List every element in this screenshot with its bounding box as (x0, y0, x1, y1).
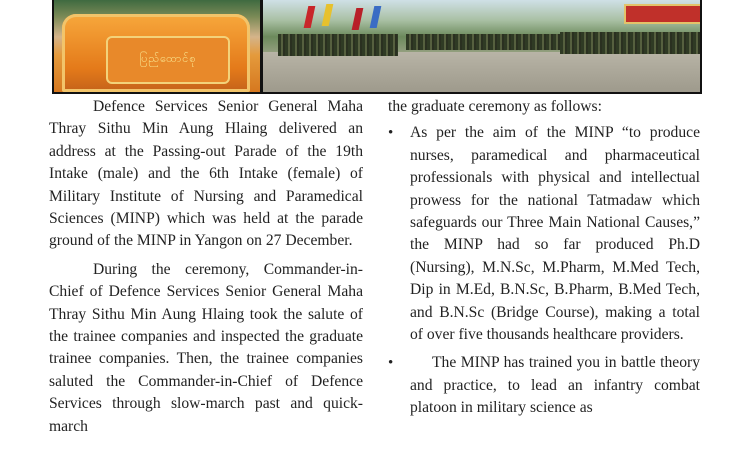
podium-inscription: ပြည်ထောင်စု (139, 52, 197, 65)
list-item-text: As per the aim of the MINP “to produce nurses, paramedical and pharmaceutical professionals with physical and intellectual prowess for the national Tatmadaw which safeguards our Three Main National Causes,” the MINP had so far produced Ph.D (Nursing), M.N.Sc, M.Pharm, M.Med Tech, Dip in M.Ed, B.N.Sc, B.Pharm, B.Med Tech, and B.N.Sc (Bridge Course), making a total of over five thousands healthcare providers. (410, 124, 700, 344)
bullet-icon: • (388, 125, 394, 142)
list-item (388, 122, 700, 346)
paragraph: During the ceremony, Commander-in-Chief of Defence Services Senior General Maha Thray Sithu Min Aung Hlaing took the salute of the trainee companies and inspected the graduate trainee companies. Then, the trainee companies saluted the Commander-in-Chief of Defence Services through slow-march past and quick-march (49, 260, 363, 435)
left-column (49, 96, 363, 438)
parade-ground (263, 52, 702, 92)
list-item (388, 352, 700, 419)
bullet-list (388, 122, 700, 419)
right-column (388, 96, 700, 420)
troop-formation-left (278, 34, 398, 56)
podium-emblem-panel (106, 36, 230, 84)
paragraph: Defence Services Senior General Maha Thray Sithu Min Aung Hlaing delivered an address at the Passing-out Parade of the 19th Intake (male) and the 6th Intake (female) of Military Institute of Nursing and Paramedical Sciences (MINP) which was held at the parade ground of the MINP in Yangon on 27 December. (49, 98, 363, 250)
parade-banner-sign (624, 4, 702, 24)
troop-formation-center (406, 34, 574, 50)
bullet-icon: • (388, 355, 394, 372)
list-item-text: The MINP has trained you in battle theory and practice, to lead an infantry combat platoon in military science as (410, 354, 700, 417)
photo-banner (52, 0, 702, 94)
podium (62, 14, 250, 92)
troop-formation-right (560, 32, 702, 54)
paragraph-intro: the graduate ceremony as follows: (388, 98, 602, 115)
podium-photo (54, 0, 260, 92)
